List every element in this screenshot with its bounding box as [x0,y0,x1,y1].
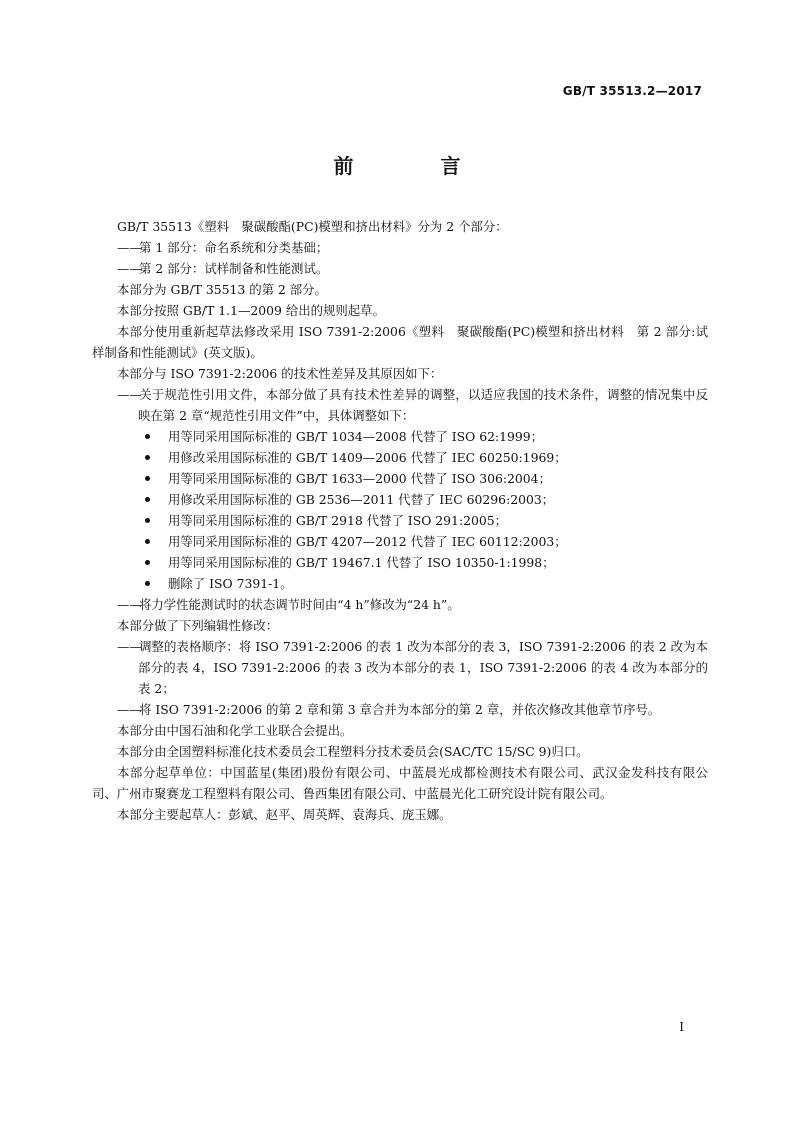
bullet-item [92,468,708,489]
bullet-icon [145,497,150,502]
paragraph: 本部分使用重新起草法修改采用 ISO 7391-2:2006《塑料 聚碳酸酯(PC)模塑和挤出材料 第 2 部分:试样制备和性能测试》(英文版)。 [92,324,708,360]
part-list-text: 第 2 部分：试样制备和性能测试。 [139,261,329,276]
bullet-text: 用等同采用国际标准的 GB/T 2918 代替了 ISO 291:2005； [168,513,508,528]
paragraph: 本部分主要起草人：彭斌、赵平、周英辉、袁海兵、庞玉娜。 [117,807,452,822]
bullet-icon [145,455,150,460]
bullet-text: 删除了 ISO 7391-1。 [168,576,293,591]
difference-text: 将力学性能测试时的状态调节时间由“4 h”修改为“24 h”。 [139,597,460,612]
edit-item [92,699,708,720]
paragraph: 本部分为 GB/T 35513 的第 2 部分。 [117,282,327,297]
bullet-icon [145,581,150,586]
bullet-icon [145,539,150,544]
paragraph: 本部分与 ISO 7391-2:2006 的技术性差异及其原因如下： [117,366,443,381]
paragraph: 本部分由中国石油和化学工业联合会提出。 [117,723,353,738]
edit-text: 调整的表格顺序：将 ISO 7391-2:2006 的表 1 改为本部分的表 3，ISO 7391-2:2006 的表 2 改为本部分的表 4，ISO 7391-2:2006 的表 3 改为本部分的表 1，ISO 7391-2:2006 的表 4 改为本部分的表 2； [138,639,708,696]
dash-mark: —— [117,597,142,612]
bullet-item [92,447,708,468]
dash-mark: —— [117,702,142,717]
bullet-text: 用等同采用国际标准的 GB/T 19467.1 代替了 ISO 10350-1:1998； [168,555,555,570]
document-body [92,216,708,825]
standard-code: GB/T 35513.2—2017 [562,84,702,98]
dash-mark: —— [117,639,142,654]
bullet-item [92,510,708,531]
part-list-text: 第 1 部分：命名系统和分类基础； [139,240,329,255]
bullet-text: 用等同采用国际标准的 GB/T 1034—2008 代替了 ISO 62:1999； [168,429,544,444]
difference-item [92,594,708,615]
bullet-icon [145,476,150,481]
bullet-text: 用修改采用国际标准的 GB/T 1409—2006 代替了 IEC 60250:1969； [168,450,567,465]
paragraph: 本部分由全国塑料标准化技术委员会工程塑料分技术委员会(SAC/TC 15/SC 9)归口。 [117,744,589,759]
page-title: 前 言 [333,154,501,178]
edit-text: 将 ISO 7391-2:2006 的第 2 章和第 3 章合并为本部分的第 2 章，并依次修改其他章节序号。 [139,702,661,717]
bullet-text: 用修改采用国际标准的 GB 2536—2011 代替了 IEC 60296:2003； [168,492,555,507]
bullet-icon [145,560,150,565]
intro-paragraph: GB/T 35513《塑料 聚碳酸酯(PC)模塑和挤出材料》分为 2 个部分： [117,219,508,234]
part-list-item [92,237,708,258]
bullet-text: 用等同采用国际标准的 GB/T 1633—2000 代替了 ISO 306:2004； [168,471,551,486]
bullet-icon [145,518,150,523]
bullet-item [92,552,708,573]
edit-item [92,636,708,699]
difference-item [92,384,708,426]
paragraph: 本部分起草单位：中国蓝星(集团)股份有限公司、中蓝晨光成都检测技术有限公司、武汉金发科技有限公司、广州市聚赛龙工程塑料有限公司、鲁西集团有限公司、中蓝晨光化工研究设计院有限公司。 [92,765,708,801]
bullet-icon [145,434,150,439]
part-list-item [92,258,708,279]
paragraph: 本部分按照 GB/T 1.1—2009 给出的规则起草。 [117,303,385,318]
bullet-item [92,426,708,447]
page-number: I [679,1020,684,1034]
dash-mark: —— [117,261,142,276]
bullet-item [92,573,708,594]
paragraph: 本部分做了下列编辑性修改： [117,618,279,633]
difference-text: 关于规范性引用文件，本部分做了具有技术性差异的调整，以适应我国的技术条件，调整的情况集中反映在第 2 章“规范性引用文件”中，具体调整如下： [138,387,708,423]
bullet-text: 用等同采用国际标准的 GB/T 4207—2012 代替了 IEC 60112:2003； [168,534,567,549]
bullet-item [92,531,708,552]
bullet-item [92,489,708,510]
dash-mark: —— [117,240,142,255]
dash-mark: —— [117,387,142,402]
